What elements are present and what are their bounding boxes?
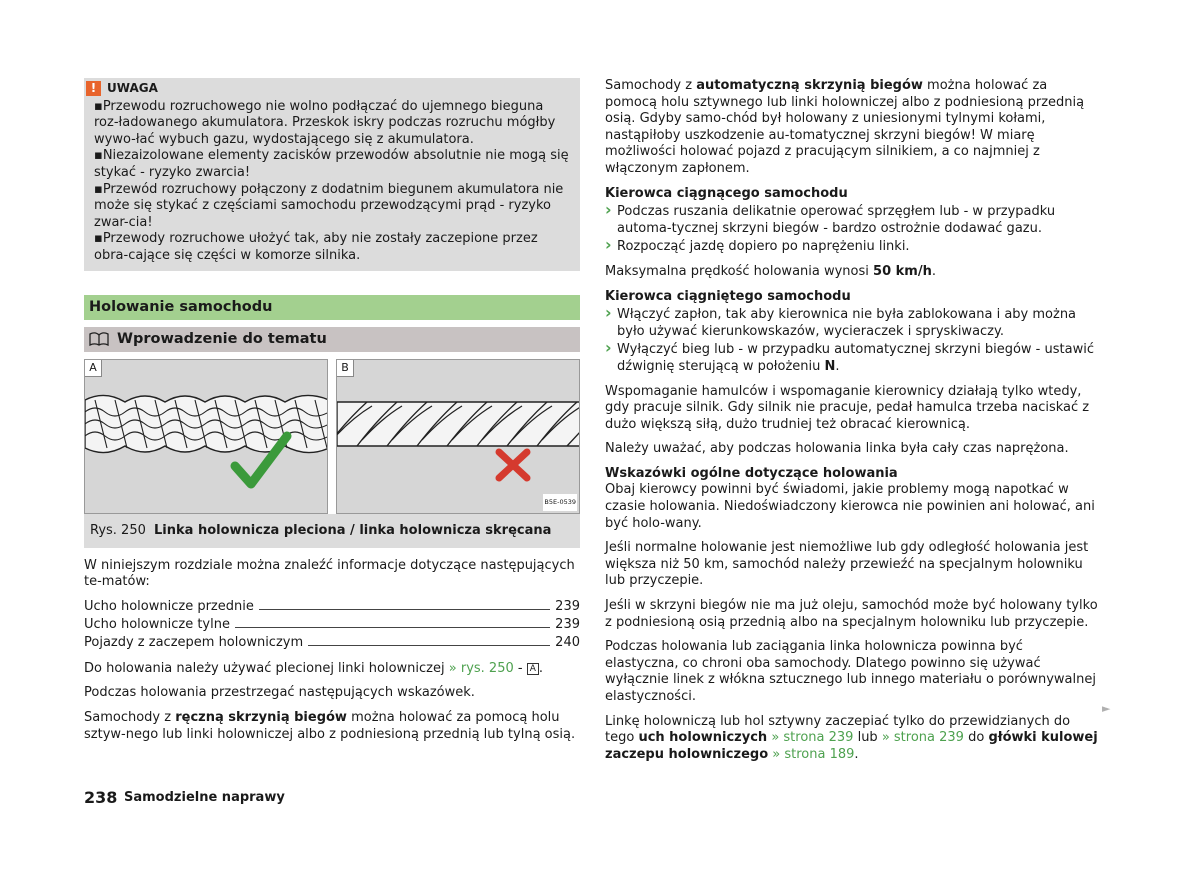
figure-code: B5E-0539 [543,494,577,511]
paragraph [84,710,580,743]
emphasis: N [824,358,836,374]
exclamation-icon: ! [86,81,101,96]
page-link[interactable]: » strona 239 [881,730,964,746]
paragraph-end: . [538,660,544,676]
twisted-rope-illustration [337,360,580,514]
paragraph-text: Samochody z [84,709,176,725]
paragraph-end: . [835,358,840,374]
caption-number: Rys. 250 [90,522,146,538]
paragraph-text: Samochody z [605,78,697,93]
paragraph-text: do [963,730,989,746]
panel-label-a: A [85,360,102,377]
warning-item: ▪ Przewodu rozruchowego nie wolno podłączać do ujemnego bieguna roz-ładowanego akumulatora. Przeskok iskry podczas rozruchu mógłby wywo-łać wybuch gazu, wydostającego się z akumulatora. [94,99,570,149]
toc-row[interactable] [84,599,580,617]
intro-title: Wprowadzenie do tematu [117,330,327,347]
warning-item: ▪ Niezaizolowane elementy zacisków przewodów absolutnie nie mogą się stykać - ryzyko zwarcia! [94,148,570,181]
paragraph-end: . [854,746,859,762]
toc-page: 239 [555,598,580,614]
braided-rope-illustration [85,360,328,514]
page-link[interactable]: » strona 189 [772,746,855,762]
paragraph [605,264,1100,281]
warning-title: UWAGA [107,81,158,95]
page-link[interactable]: » strona 239 [771,730,854,746]
emphasis: uch holowniczych [638,730,768,746]
panel-label-b: B [337,360,354,377]
subheading: Kierowca ciągniętego samochodu [605,288,851,304]
figure [84,359,580,514]
chapter-title: Samodzielne naprawy [124,790,285,805]
warning-box [84,78,580,271]
paragraph: Obaj kierowcy powinni być świadomi, jakie problemy mogą napotkać w czasie holowania. Niedoświadczony kierowca nie powinien ani holować, ani być holo-wany. [605,482,1095,531]
paragraph-text: Linkę holowniczą lub hol sztywny zaczepiać tylko do przewidzianych do tego [605,713,1071,746]
figure-panel-b [336,359,580,514]
chapter-intro-text: W niniejszym rozdziale można znaleźć informacje dotyczące następujących te-matów: [84,557,575,590]
paragraph: Jeśli w skrzyni biegów nie ma już oleju, samochód może być holowany tylko z podniesioną osią przednią albo na specjalnym holowniku lub przyczepie. [605,598,1098,630]
warning-header [86,80,570,97]
toc-row[interactable] [84,635,580,653]
list-item: › Podczas ruszania delikatnie operować sprzęgłem lub - w przypadku automa-tycznej skrzyni biegów - bardzo ostrożnie dodawać gazu. [605,202,1100,237]
list-item: › Włączyć zapłon, tak aby kierownica nie była zablokowana i aby można było używać kierunkowskazów, wycieraczek i spryskiwaczy. [605,305,1100,340]
warning-item: ▪ Przewód rozruchowy połączony z dodatnim biegunem akumulatora nie może się stykać z częściami samochodu przewodzącymi prąd - ryzyko zwar-cia! [94,182,570,232]
intro-header [84,327,580,352]
book-icon [89,332,109,346]
separator: - [513,660,527,676]
toc-label: Ucho holownicze tylne [84,616,230,632]
toc-page: 240 [555,634,580,650]
page-number: 238 [84,788,118,807]
paragraph: Jeśli normalne holowanie jest niemożliwe lub gdy odległość holowania jest większa niż 50 km, samochód należy przewieźć na specjalnym holowniku lub przyczepie. [605,540,1089,589]
emphasis: ręczną skrzynią biegów [175,709,347,725]
toc-page: 239 [555,616,580,632]
list-item: › Rozpocząć jazdę dopiero po naprężeniu linki. [605,237,1100,256]
paragraph-text: Maksymalna prędkość holowania wynosi [605,263,874,279]
subheading: Kierowca ciągnącego samochodu [605,185,848,201]
caption-text: Linka holownicza pleciona / linka holownicza skręcana [154,522,552,538]
emphasis: automatyczną skrzynią biegów [696,78,923,93]
panel-tag: A [527,663,539,675]
figure-link[interactable]: » rys. 250 [448,660,514,676]
toc-label: Pojazdy z zaczepem holowniczym [84,634,304,650]
paragraph [84,661,580,678]
section-title: Holowanie samochodu [84,295,580,320]
speed-value: 50 km/h [873,263,932,279]
paragraph: Wspomaganie hamulców i wspomaganie kierownicy działają tylko wtedy, gdy pracuje silnik. Gdy silnik nie pracuje, pedał hamulca trzeba naciskać z dużo większą siłą, dużo trudniej też obracać kierownicą. [605,383,1090,432]
toc-row[interactable] [84,617,580,635]
list-item [605,340,1100,375]
continue-arrow-icon: ► [1102,702,1111,715]
paragraph-end: . [931,263,936,279]
paragraph: Należy uważać, aby podczas holowania linka była cały czas naprężona. [605,441,1069,457]
emphasis: główki kulowej zaczepu holowniczego [605,730,1098,762]
paragraph: Podczas holowania przestrzegać następujących wskazówek. [84,685,475,701]
subheading: Wskazówki ogólne dotyczące holowania [605,465,898,481]
toc-label: Ucho holownicze przednie [84,598,254,614]
toc-list [84,599,580,653]
right-column [605,78,1100,771]
paragraph [605,78,1100,178]
paragraph-text: można holować za pomocą holu sztywnego lub linki holowniczej albo z podniesioną przednią osią. Gdyby samo-chód był holowany z uniesionymi tylnymi kołami, nastąpiłoby uszkodzenie au-tomatycznej skrzyni biegów! W miarę możliwości holować pojazd z pracującym silnikiem, a co najmniej z włączonym zapłonem. [605,78,1085,176]
warning-item: ▪ Przewody rozruchowe ułożyć tak, aby nie zostały zaczepione przez obra-cające się części w komorze silnika. [94,231,570,264]
paragraph-text: Do holowania należy używać plecionej linki holowniczej [84,660,445,676]
paragraph: Podczas holowania lub zaciągania linka holownicza powinna być elastyczna, co chroni oba samochody. Dlatego powinno się używać wyłącznie linek z włókna sztucznego lub innego materiału o porównywalnej elastyczności. [605,639,1096,704]
paragraph [605,714,1100,764]
figure-caption [84,514,580,548]
paragraph-text: lub [853,730,882,746]
figure-panel-a [84,359,328,514]
paragraph-text: można holować za pomocą holu sztyw-nego lub linki holowniczej albo z podniesioną przednią lub tylną osią. [84,709,576,742]
left-column [84,78,580,751]
list-item-text: Wyłączyć bieg lub - w przypadku automatycznej skrzyni biegów - ustawić dźwignię sterującą w położeniu [617,342,1094,374]
